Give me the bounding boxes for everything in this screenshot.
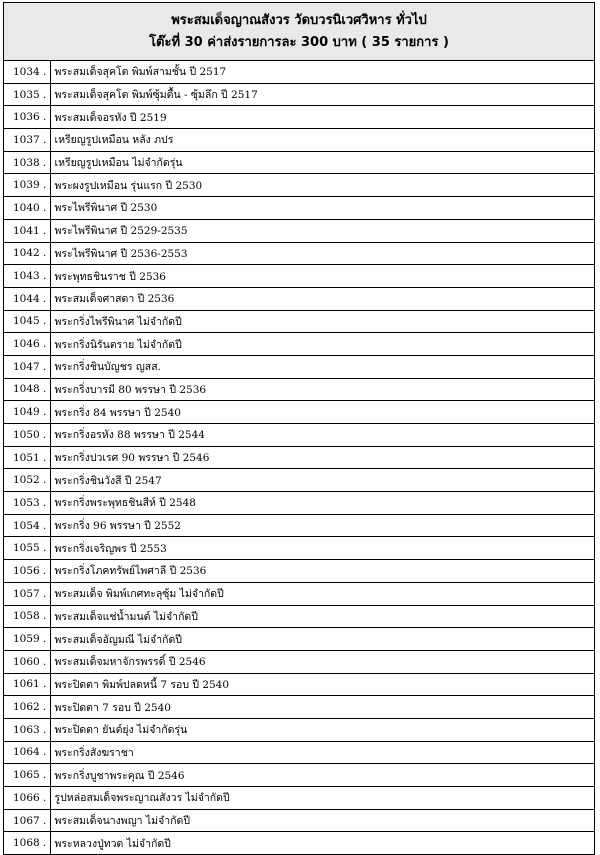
- item-number: 1068 .: [4, 832, 50, 854]
- item-table: [4, 61, 594, 854]
- item-description: พระกริ่งพระพุทธชินสีห์ ปี 2548: [50, 492, 594, 515]
- item-description: พระกริ่งไพรีพินาศ ไม่จำกัดปี: [50, 310, 594, 333]
- table-row: [4, 424, 594, 447]
- item-number: 1051 .: [4, 446, 50, 469]
- table-row: [4, 401, 594, 424]
- item-number: 1044 .: [4, 287, 50, 310]
- item-number: 1042 .: [4, 242, 50, 265]
- item-number: 1050 .: [4, 424, 50, 447]
- item-description: เหรียญรูปเหมือน หลัง ภปร: [50, 129, 594, 152]
- item-description: พระสมเด็จนางพญา ไม่จำกัดปี: [50, 809, 594, 832]
- item-description: เหรียญรูปเหมือน ไม่จำกัดรุ่น: [50, 151, 594, 174]
- item-description: พระกริ่ง 96 พรรษา ปี 2552: [50, 514, 594, 537]
- table-row: [4, 696, 594, 719]
- item-description: พระกริ่งบารมี 80 พรรษา ปี 2536: [50, 378, 594, 401]
- item-number: 1052 .: [4, 469, 50, 492]
- item-number: 1047 .: [4, 355, 50, 378]
- table-row: [4, 628, 594, 651]
- item-number: 1063 .: [4, 718, 50, 741]
- table-row: [4, 809, 594, 832]
- table-row: [4, 355, 594, 378]
- table-row: [4, 469, 594, 492]
- item-description: พระกริ่งปวเรศ 90 พรรษา ปี 2546: [50, 446, 594, 469]
- table-row: [4, 287, 594, 310]
- item-description: พระไพรีพินาศ ปี 2530: [50, 197, 594, 220]
- table-row: [4, 61, 594, 83]
- item-description: พระกริ่งอรหัง 88 พรรษา ปี 2544: [50, 424, 594, 447]
- table-row: [4, 560, 594, 583]
- item-description: พระกริ่งสังฆราชา: [50, 741, 594, 764]
- item-description: พระสมเด็จ พิมพ์เกศทะลุซุ้ม ไม่จำกัดปี: [50, 582, 594, 605]
- item-number: 1040 .: [4, 197, 50, 220]
- item-description: พระปิดตา พิมพ์ปลดหนี้ 7 รอบ ปี 2540: [50, 673, 594, 696]
- item-number: 1046 .: [4, 333, 50, 356]
- table-row: [4, 605, 594, 628]
- table-row: [4, 129, 594, 152]
- table-row: [4, 106, 594, 129]
- item-number: 1054 .: [4, 514, 50, 537]
- item-number: 1053 .: [4, 492, 50, 515]
- item-number: 1065 .: [4, 764, 50, 787]
- item-number: 1045 .: [4, 310, 50, 333]
- item-description: พระสมเด็จศาสดา ปี 2536: [50, 287, 594, 310]
- table-row: [4, 764, 594, 787]
- item-number: 1048 .: [4, 378, 50, 401]
- table-row: [4, 537, 594, 560]
- table-row: [4, 650, 594, 673]
- item-number: 1043 .: [4, 265, 50, 288]
- item-description: พระกริ่งโภคทรัพย์ไพศาลี ปี 2536: [50, 560, 594, 583]
- item-description: พระกริ่งชินวังสี ปี 2547: [50, 469, 594, 492]
- catalog-subtitle: โต๊ะที่ 30 ค่าส่งรายการละ 300 บาท ( 35 รายการ ): [149, 34, 449, 50]
- item-number: 1038 .: [4, 151, 50, 174]
- item-description: พระไพรีพินาศ ปี 2536-2553: [50, 242, 594, 265]
- item-number: 1056 .: [4, 560, 50, 583]
- item-description: รูปหล่อสมเด็จพระญาณสังวร ไม่จำกัดปี: [50, 787, 594, 810]
- table-row: [4, 446, 594, 469]
- item-number: 1055 .: [4, 537, 50, 560]
- item-number: 1036 .: [4, 106, 50, 129]
- table-row: [4, 741, 594, 764]
- item-number: 1059 .: [4, 628, 50, 651]
- item-description: พระผงรูปเหมือน รุ่นแรก ปี 2530: [50, 174, 594, 197]
- item-number: 1062 .: [4, 696, 50, 719]
- item-description: พระพุทธชินราช ปี 2536: [50, 265, 594, 288]
- item-number: 1058 .: [4, 605, 50, 628]
- catalog-title: พระสมเด็จญาณสังวร วัดบวรนิเวศวิหาร ทั่วไป: [171, 12, 427, 28]
- catalog-header: [4, 3, 594, 61]
- table-row: [4, 378, 594, 401]
- item-description: พระกริ่งชินบัญชร ญสส.: [50, 355, 594, 378]
- table-row: [4, 265, 594, 288]
- catalog-sheet: [3, 2, 595, 855]
- item-number: 1035 .: [4, 83, 50, 106]
- item-number: 1067 .: [4, 809, 50, 832]
- table-row: [4, 673, 594, 696]
- item-number: 1064 .: [4, 741, 50, 764]
- item-description: พระกริ่ง 84 พรรษา ปี 2540: [50, 401, 594, 424]
- item-number: 1061 .: [4, 673, 50, 696]
- item-number: 1057 .: [4, 582, 50, 605]
- table-row: [4, 718, 594, 741]
- item-description: พระไพรีพินาศ ปี 2529-2535: [50, 219, 594, 242]
- item-number: 1039 .: [4, 174, 50, 197]
- item-description: พระกริ่งบูชาพระคุณ ปี 2546: [50, 764, 594, 787]
- table-row: [4, 582, 594, 605]
- table-row: [4, 333, 594, 356]
- item-description: พระปิดตา 7 รอบ ปี 2540: [50, 696, 594, 719]
- table-row: [4, 83, 594, 106]
- table-row: [4, 832, 594, 854]
- item-description: พระหลวงปู่ทวด ไม่จำกัดปี: [50, 832, 594, 854]
- table-row: [4, 514, 594, 537]
- item-description: พระสมเด็จอัญมณี ไม่จำกัดปี: [50, 628, 594, 651]
- table-row: [4, 492, 594, 515]
- item-number: 1066 .: [4, 787, 50, 810]
- item-description: พระกริ่งนิรันตราย ไม่จำกัดปี: [50, 333, 594, 356]
- item-description: พระสมเด็จสุคโต พิมพ์ซุ้มตื้น - ซุ้มลึก ปี 2517: [50, 83, 594, 106]
- table-row: [4, 151, 594, 174]
- item-description: พระปิดตา ยันต์ยุ่ง ไม่จำกัดรุ่น: [50, 718, 594, 741]
- table-row: [4, 310, 594, 333]
- item-number: 1034 .: [4, 61, 50, 83]
- table-row: [4, 787, 594, 810]
- item-number: 1060 .: [4, 650, 50, 673]
- table-row: [4, 219, 594, 242]
- item-description: พระกริ่งเจริญพร ปี 2553: [50, 537, 594, 560]
- item-description: พระสมเด็จแช่น้ำมนต์ ไม่จำกัดปี: [50, 605, 594, 628]
- item-number: 1037 .: [4, 129, 50, 152]
- item-number: 1041 .: [4, 219, 50, 242]
- item-description: พระสมเด็จอรหัง ปี 2519: [50, 106, 594, 129]
- table-row: [4, 242, 594, 265]
- table-row: [4, 197, 594, 220]
- item-number: 1049 .: [4, 401, 50, 424]
- table-row: [4, 174, 594, 197]
- item-description: พระสมเด็จมหาจักรพรรดิ์ ปี 2546: [50, 650, 594, 673]
- item-description: พระสมเด็จสุคโต พิมพ์สามชั้น ปี 2517: [54, 66, 227, 79]
